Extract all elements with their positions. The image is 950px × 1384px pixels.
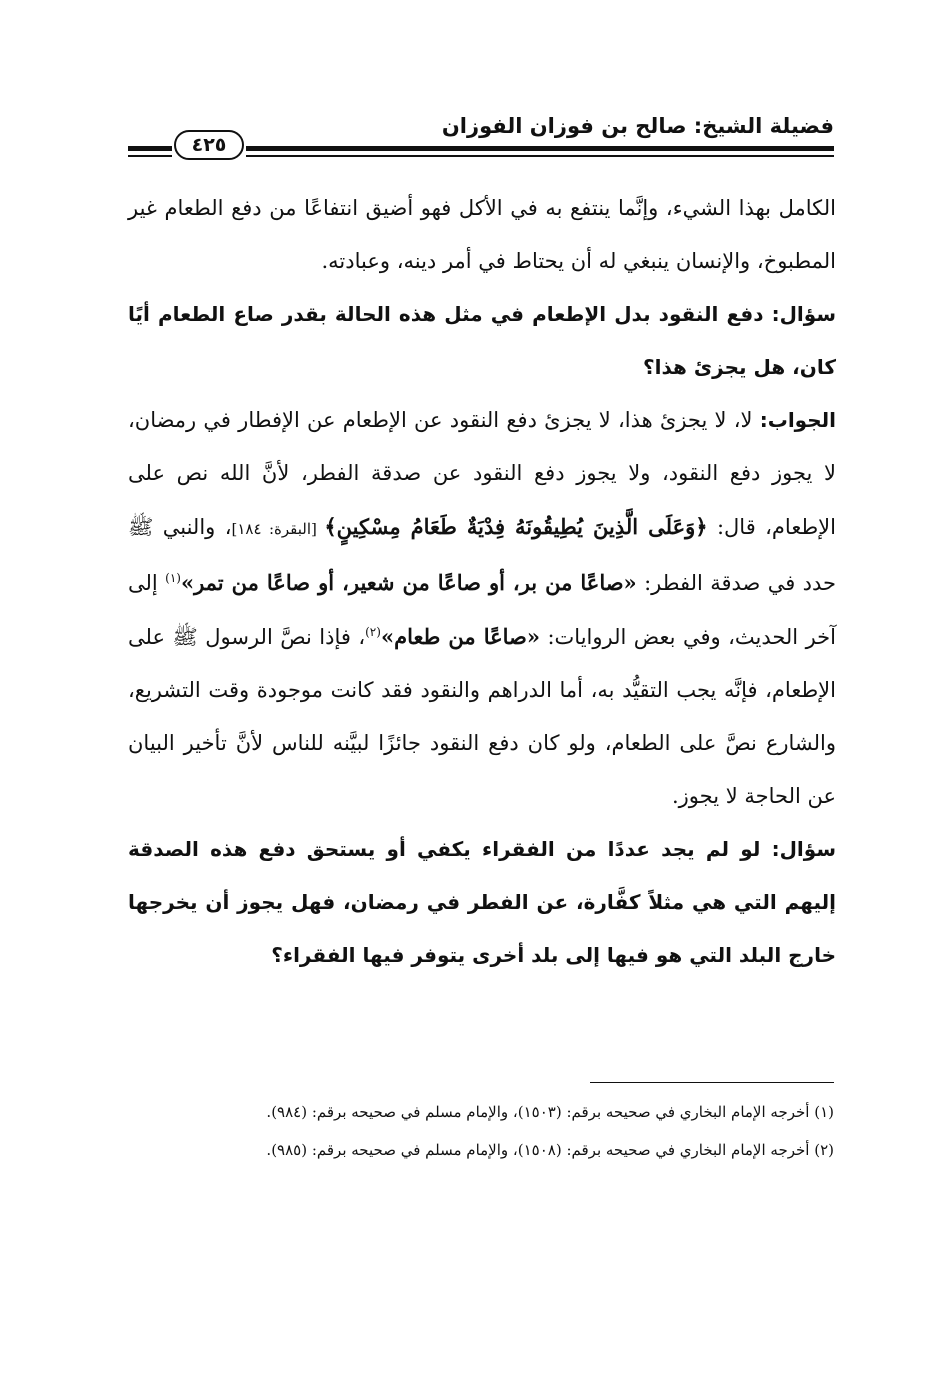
question-1: سؤال: دفع النقود بدل الإطعام في مثل هذه الحالة بقدر صاع الطعام أيًا كان، هل يجزئ هذا؟ bbox=[128, 302, 836, 379]
footnote-separator bbox=[590, 1082, 834, 1083]
answer-text-part4: ، فإذا نصَّ الرسول ﷺ على الإطعام، فإنَّه يجب التقيُّد به، أما الدراهم والنقود فقد كانت موجودة وقت التشريع، والشارع نصَّ على الطعام، ولو كان دفع النقود جائزًا لبيَّنه للناس لأنَّ تأخير البيان عن الحاجة لا يجوز. bbox=[128, 625, 836, 808]
footnote-2: (٢) أخرجه الإمام البخاري في صحيحه برقم: (١٥٠٨)، والإمام مسلم في صحيحه برقم: (٩٨٥). bbox=[266, 1141, 834, 1159]
footnote-marker-1[interactable]: (١) bbox=[165, 571, 181, 585]
footnote-1: (١) أخرجه الإمام البخاري في صحيحه برقم: (١٥٠٣)، والإمام مسلم في صحيحه برقم: (٩٨٤). bbox=[266, 1103, 834, 1121]
main-text bbox=[128, 182, 836, 982]
hadith-quote-1: «صاعًا من بر، أو صاعًا من شعير، أو صاعًا من تمر» bbox=[180, 570, 637, 595]
header-title: فضيلة الشيخ: صالح بن فوزان الفوزان bbox=[441, 114, 834, 138]
quran-verse: ﴿وَعَلَى الَّذِينَ يُطِيقُونَهُ فِدْيَةٌ طَعَامُ مِسْكِينٍ﴾ bbox=[324, 514, 708, 539]
verse-reference: [البقرة: ١٨٤] bbox=[231, 520, 325, 538]
hadith-quote-2: «صاعًا من طعام» bbox=[380, 624, 540, 649]
page-number: ٤٢٥ bbox=[174, 130, 244, 160]
answer-text-part2: ، والنبي ﷺ حدد في صدقة الفطر: bbox=[128, 515, 836, 595]
answer-text-part1: لا، لا يجزئ هذا، لا يجزئ دفع النقود عن الإطعام عن الإفطار في رمضان، لا يجوز دفع النقود، ولا يجوز دفع النقود عن صدقة الفطر، لأنَّ الله نص على الإطعام، قال: bbox=[128, 408, 836, 539]
footnote-marker-2[interactable]: (٢) bbox=[365, 625, 381, 639]
header-rule-right-thick bbox=[246, 146, 834, 151]
footnotes bbox=[128, 1095, 834, 1171]
paragraph-continuation: الكامل بهذا الشيء، وإنَّما ينتفع به في الأكل فهو أضيق انتفاعًا من دفع الطعام غير المطبوخ، والإنسان ينبغي له أن يحتاط في أمر دينه، وعبادته. bbox=[128, 196, 836, 273]
header-rule-left-thick bbox=[128, 146, 172, 151]
header-rule-left-thin bbox=[128, 155, 172, 157]
question-2: سؤال: لو لم يجد عددًا من الفقراء يكفي أو يستحق دفع هذه الصدقة إليهم التي هي مثلاً كفَّارة، عن الفطر في رمضان، فهل يجوز أن يخرجها خارج البلد التي هو فيها إلى بلد أخرى يتوفر فيها الفقراء؟ bbox=[128, 837, 836, 967]
page-header bbox=[128, 108, 834, 168]
answer-text-part3: إلى آخر الحديث، وفي بعض الروايات: bbox=[128, 571, 836, 649]
answer-1 bbox=[128, 394, 836, 823]
answer-label: الجواب: bbox=[759, 408, 836, 432]
header-rule-right-thin bbox=[246, 155, 834, 157]
